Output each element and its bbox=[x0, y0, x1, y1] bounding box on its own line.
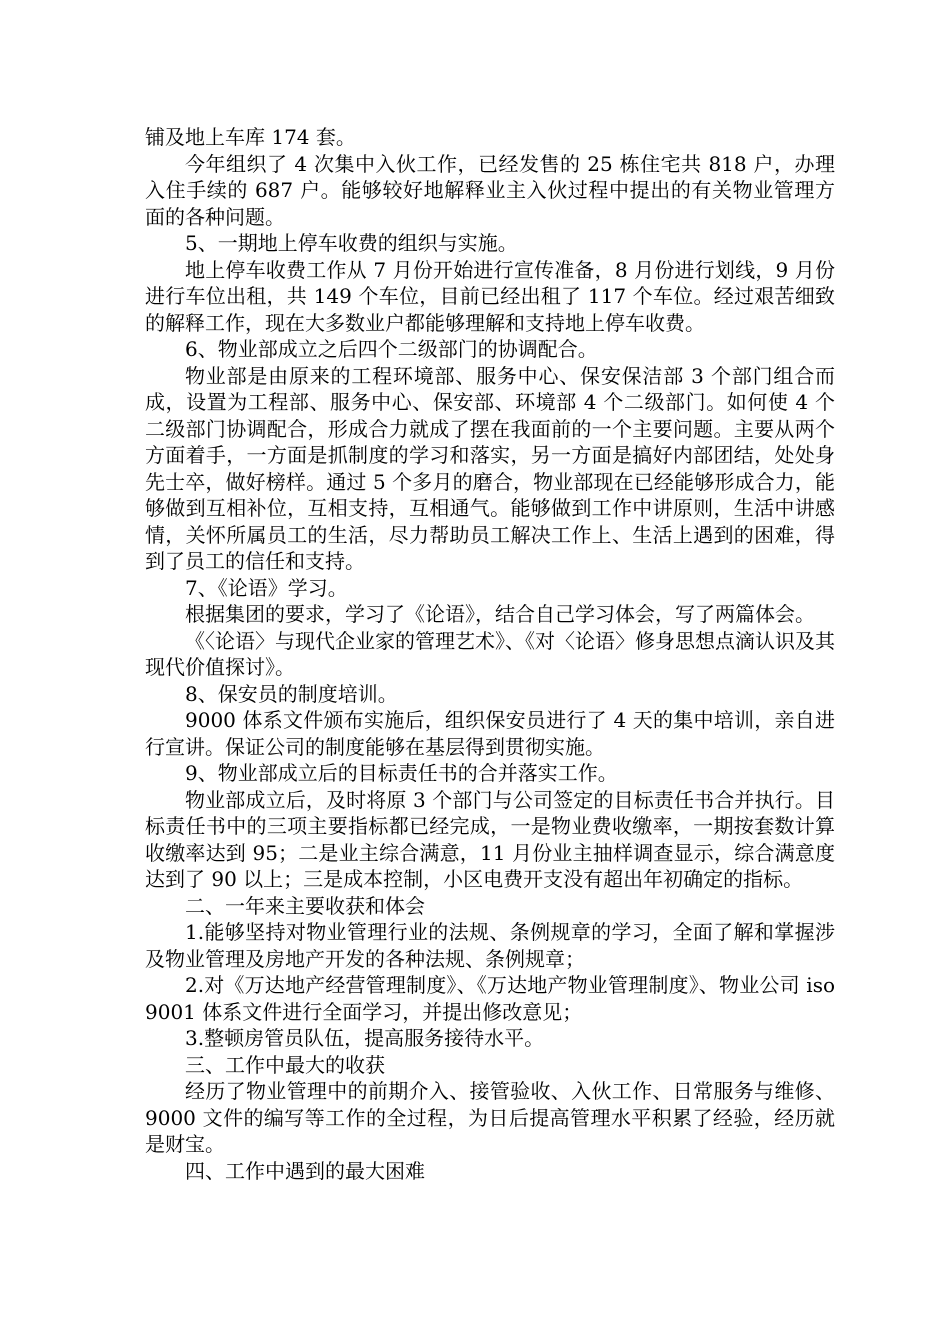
list-item: 1.能够坚持对物业管理行业的法规、条例规章的学习，全面了解和掌握涉及物业管理及房地产开发的各种法规、条例规章； bbox=[145, 920, 835, 971]
list-item: 2.对《万达地产经营管理制度》、《万达地产物业管理制度》、物业公司 iso9001 体系文件进行全面学习，并提出修改意见； bbox=[145, 973, 835, 1024]
paragraph: 物业部是由原来的工程环境部、服务中心、保安保洁部 3 个部门组合而成，设置为工程部、服务中心、保安部、环境部 4 个二级部门。如何使 4 个二级部门协调配合，形成合力就成了摆在我面前的一个主要问题。主要从两个方面着手，一方面是抓制度的学习和落实，另一方面是搞好内部团结，处处身先士卒，做好榜样。通过 5 个多月的磨合，物业部现在已经能够形成合力，能够做到互相补位，互相支持，互相通气。能够做到工作中讲原则，生活中讲感情，关怀所属员工的生活，尽力帮助员工解决工作上、生活上遇到的困难，得到了员工的信任和支持。 bbox=[145, 363, 835, 573]
section-heading: 二、一年来主要收获和体会 bbox=[185, 893, 425, 918]
list-item: 3.整顿房管员队伍，提高服务接待水平。 bbox=[185, 1026, 545, 1050]
section-heading: 5、一期地上停车收费的组织与实施。 bbox=[185, 231, 518, 255]
section-heading: 四、工作中遇到的最大困难 bbox=[185, 1158, 425, 1183]
section-heading: 8、保安员的制度培训。 bbox=[185, 681, 398, 706]
paragraph: 地上停车收费工作从 7 月份开始进行宣传准备，8 月份进行划线，9 月份进行车位出租，共 149 个车位，目前已经出租了 117 个车位。经过艰苦细致的解释工作，现在大多数业户都能够理解和支持地上停车收费。 bbox=[145, 257, 835, 335]
paragraph: 今年组织了 4 次集中入伙工作，已经发售的 25 栋住宅共 818 户，办理入住手续的 687 户。能够较好地解释业主入伙过程中提出的有关物业管理方面的各种问题。 bbox=[145, 151, 835, 229]
paragraph: 经历了物业管理中的前期介入、接管验收、入伙工作、日常服务与维修、9000 文件的编写等工作的全过程，为日后提高管理水平积累了经验，经历就是财宝。 bbox=[145, 1079, 835, 1156]
paragraph: 根据集团的要求，学习了《论语》，结合自己学习体会，写了两篇体会。 bbox=[185, 602, 815, 626]
document-page bbox=[145, 124, 835, 1184]
section-heading: 7、《论语》学习。 bbox=[185, 575, 348, 600]
paragraph: 物业部成立后，及时将原 3 个部门与公司签定的目标责任书合并执行。目标责任书中的三项主要指标都已经完成，一是物业费收缴率，一期按套数计算收缴率达到 95；二是业主综合满意，11 月份业主抽样调查显示，综合满意度达到了 90 以上；三是成本控制，小区电费开支没有超出年初确定的指标。 bbox=[145, 787, 835, 891]
paragraph: 铺及地上车库 174 套。 bbox=[145, 125, 356, 149]
paragraph: 9000 体系文件颁布实施后，组织保安员进行了 4 天的集中培训，亲自进行宣讲。保证公司的制度能够在基层得到贯彻实施。 bbox=[145, 708, 835, 759]
paragraph: 《〈论语〉与现代企业家的管理艺术》、《对〈论语〉修身思想点滴认识及其现代价值探讨》。 bbox=[145, 628, 835, 679]
section-heading: 9、物业部成立后的目标责任书的合并落实工作。 bbox=[185, 761, 618, 785]
section-heading: 三、工作中最大的收获 bbox=[185, 1052, 385, 1077]
section-heading: 6、物业部成立之后四个二级部门的协调配合。 bbox=[185, 337, 598, 361]
